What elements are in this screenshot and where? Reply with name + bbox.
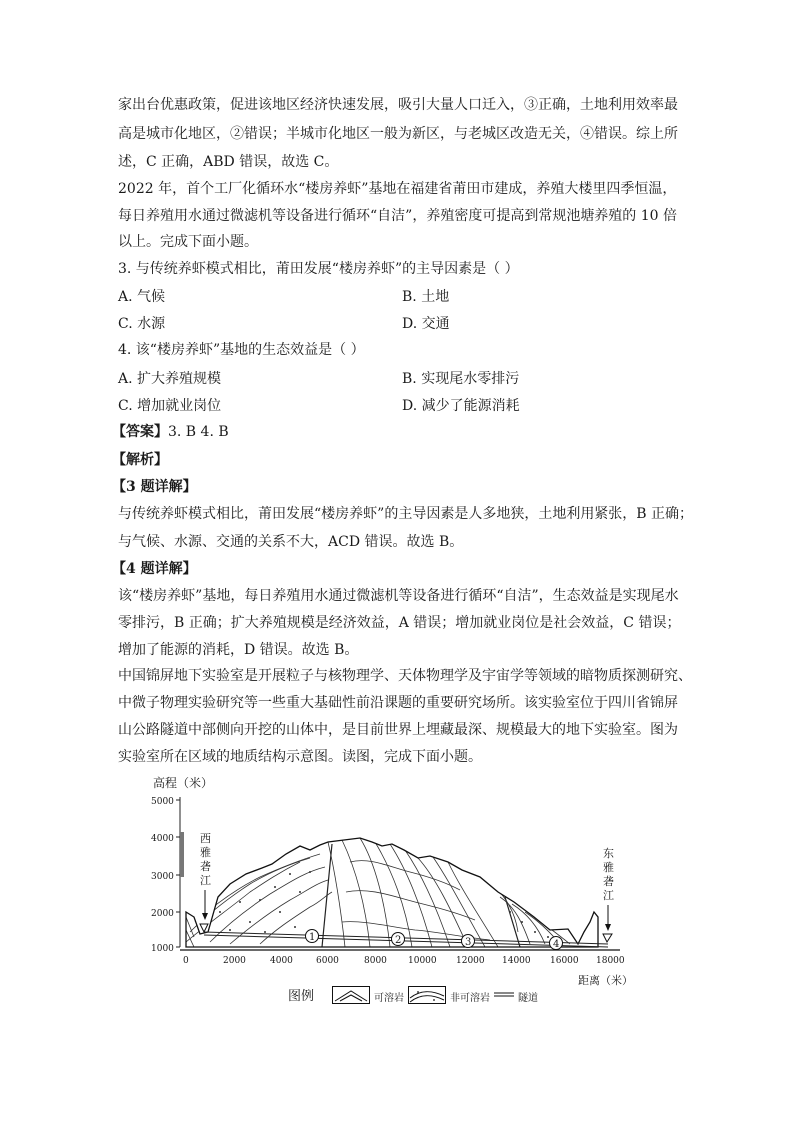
svg-text:西: 西 <box>200 832 211 845</box>
svg-text:江: 江 <box>200 874 211 887</box>
question-4-option-d: D. 减少了能源消耗 <box>402 398 520 414</box>
para1-line2: 高是城市化地区，②错误；半城市化地区一般为新区，与老城区改造无关，④错误。综上所 <box>118 126 678 142</box>
insoluble-rock-legend-label: 非可溶岩 <box>450 993 490 1004</box>
marker-4 <box>550 937 563 951</box>
answer-line <box>112 422 229 442</box>
detail3-line1: 与传统养虾模式相比，莆田发展“楼房养虾”的主导因素是人多地狭，土地利用紧张，B 正确； <box>118 506 694 522</box>
x-tick-16000: 16000 <box>550 956 579 966</box>
tunnel-legend-icon <box>494 992 514 998</box>
x-axis-label: 距离（米） <box>578 974 633 987</box>
intro2-line1: 中国锦屏地下实验室是开展粒子与核物理学、天体物理学及宇宙学等领域的暗物质探测研究、 <box>118 668 692 684</box>
marker-2-label: 2 <box>395 935 402 946</box>
marker-1-label: 1 <box>309 932 316 943</box>
detail4-line1: 该“楼房养虾”基地，每日养殖用水通过微滤机等设备进行循环“自洁”，生态效益是实现尾水 <box>118 588 679 604</box>
intro2-line2: 中微子物理实验研究等一些重大基础性前沿课题的重要研究场所。该实验室位于四川省锦屏 <box>118 695 678 711</box>
detail4-label: 【4 题详解】 <box>112 561 197 577</box>
x-tick-14000: 14000 <box>502 956 531 966</box>
marker-3 <box>462 935 475 949</box>
marker-3-label: 3 <box>465 937 472 948</box>
intro1-line3: 以上。完成下面小题。 <box>118 234 258 250</box>
x-tick-2000: 2000 <box>223 956 246 966</box>
question-4-option-b: B. 实现尾水零排污 <box>402 371 520 387</box>
y-axis-label: 高程（米） <box>153 776 214 790</box>
y-tick-4000: 4000 <box>151 834 174 844</box>
svg-text:江: 江 <box>603 889 614 902</box>
x-tick-10000: 10000 <box>408 956 437 966</box>
para1-line1: 家出台优惠政策，促进该地区经济快速发展，吸引大量人口迁入，③正确，土地利用效率最 <box>118 97 678 113</box>
east-river-arrowhead <box>605 924 611 931</box>
question-3-stem: 3. 与传统养虾模式相比，莆田发展“楼房养虾”的主导因素是（ ） <box>118 261 519 277</box>
west-river-arrowhead <box>202 913 208 920</box>
east-river-label <box>603 847 614 902</box>
soluble-rock-legend-icon <box>332 986 370 1004</box>
question-4-stem: 4. 该“楼房养虾”基地的生态效益是（ ） <box>118 342 365 358</box>
question-4-option-a: A. 扩大养殖规模 <box>118 371 222 387</box>
y-tick-5000: 5000 <box>151 797 174 807</box>
intro1-line2: 每日养殖用水通过微滤机等设备进行循环“自洁”，养殖密度可提高到常规池塘养殖的 10 倍 <box>118 208 678 224</box>
x-tick-labels <box>183 956 625 966</box>
question-4-option-c: C. 增加就业岗位 <box>118 398 222 414</box>
intro1-line1: 2022 年，首个工厂化循环水“楼房养虾”基地在福建省莆田市建成，养殖大楼里四季恒温， <box>118 181 677 197</box>
intro2-line4: 实验室所在区域的地质结构示意图。读图，完成下面小题。 <box>118 749 482 765</box>
x-tick-4000: 4000 <box>270 956 293 966</box>
marker-1 <box>306 930 319 944</box>
question-3-option-c: C. 水源 <box>118 316 166 332</box>
svg-text:砻: 砻 <box>603 875 614 888</box>
answer-text: 3. B 4. B <box>168 424 229 440</box>
y-tick-2000: 2000 <box>151 909 174 919</box>
x-tick-8000: 8000 <box>364 956 387 966</box>
legend-title: 图例 <box>288 989 315 1004</box>
x-tick-18000: 18000 <box>596 956 625 966</box>
svg-text:东: 东 <box>603 847 614 860</box>
geology-cross-section <box>150 772 640 987</box>
marker-2 <box>392 933 405 947</box>
question-3-option-b: B. 土地 <box>402 289 450 305</box>
answer-label: 【答案】 <box>112 424 168 440</box>
svg-text:雅: 雅 <box>603 861 614 874</box>
x-tick-12000: 12000 <box>456 956 485 966</box>
marker-4-label: 4 <box>553 939 560 950</box>
y-axis-scale-bar <box>180 832 184 877</box>
svg-text:雅: 雅 <box>200 846 211 859</box>
para1-line3: 述，C 正确，ABD 错误，故选 C。 <box>118 154 339 170</box>
tunnel-legend-label: 隧道 <box>518 993 538 1004</box>
y-tick-3000: 3000 <box>151 872 174 882</box>
x-tick-6000: 6000 <box>316 956 339 966</box>
detail4-line2: 零排污，B 正确；扩大养殖规模是经济效益，A 错误；增加就业岗位是社会效益，C 错误； <box>118 615 681 631</box>
svg-text:砻: 砻 <box>200 860 211 873</box>
question-3-option-a: A. 气候 <box>118 289 166 305</box>
west-river-water-marker <box>200 924 208 932</box>
question-3-option-d: D. 交通 <box>402 316 450 332</box>
analysis-label: 【解析】 <box>112 452 168 468</box>
east-river-water-marker <box>603 934 612 942</box>
soluble-rock-legend-label: 可溶岩 <box>374 993 404 1004</box>
insoluble-rock-legend-icon <box>408 986 446 1004</box>
detail3-line2: 与气候、水源、交通的关系不大，ACD 错误。故选 B。 <box>118 534 464 550</box>
west-river-label <box>200 832 211 887</box>
mountain-rock-body <box>180 812 600 952</box>
y-tick-1000: 1000 <box>151 944 174 954</box>
detail3-label: 【3 题详解】 <box>112 479 197 495</box>
intro2-line3: 山公路隧道中部侧向开挖的山体中，是目前世界上埋藏最深、规模最大的地下实验室。图为 <box>118 722 678 738</box>
detail4-line3: 增加了能源的消耗，D 错误。故选 B。 <box>118 642 359 658</box>
x-tick-0: 0 <box>183 956 189 966</box>
